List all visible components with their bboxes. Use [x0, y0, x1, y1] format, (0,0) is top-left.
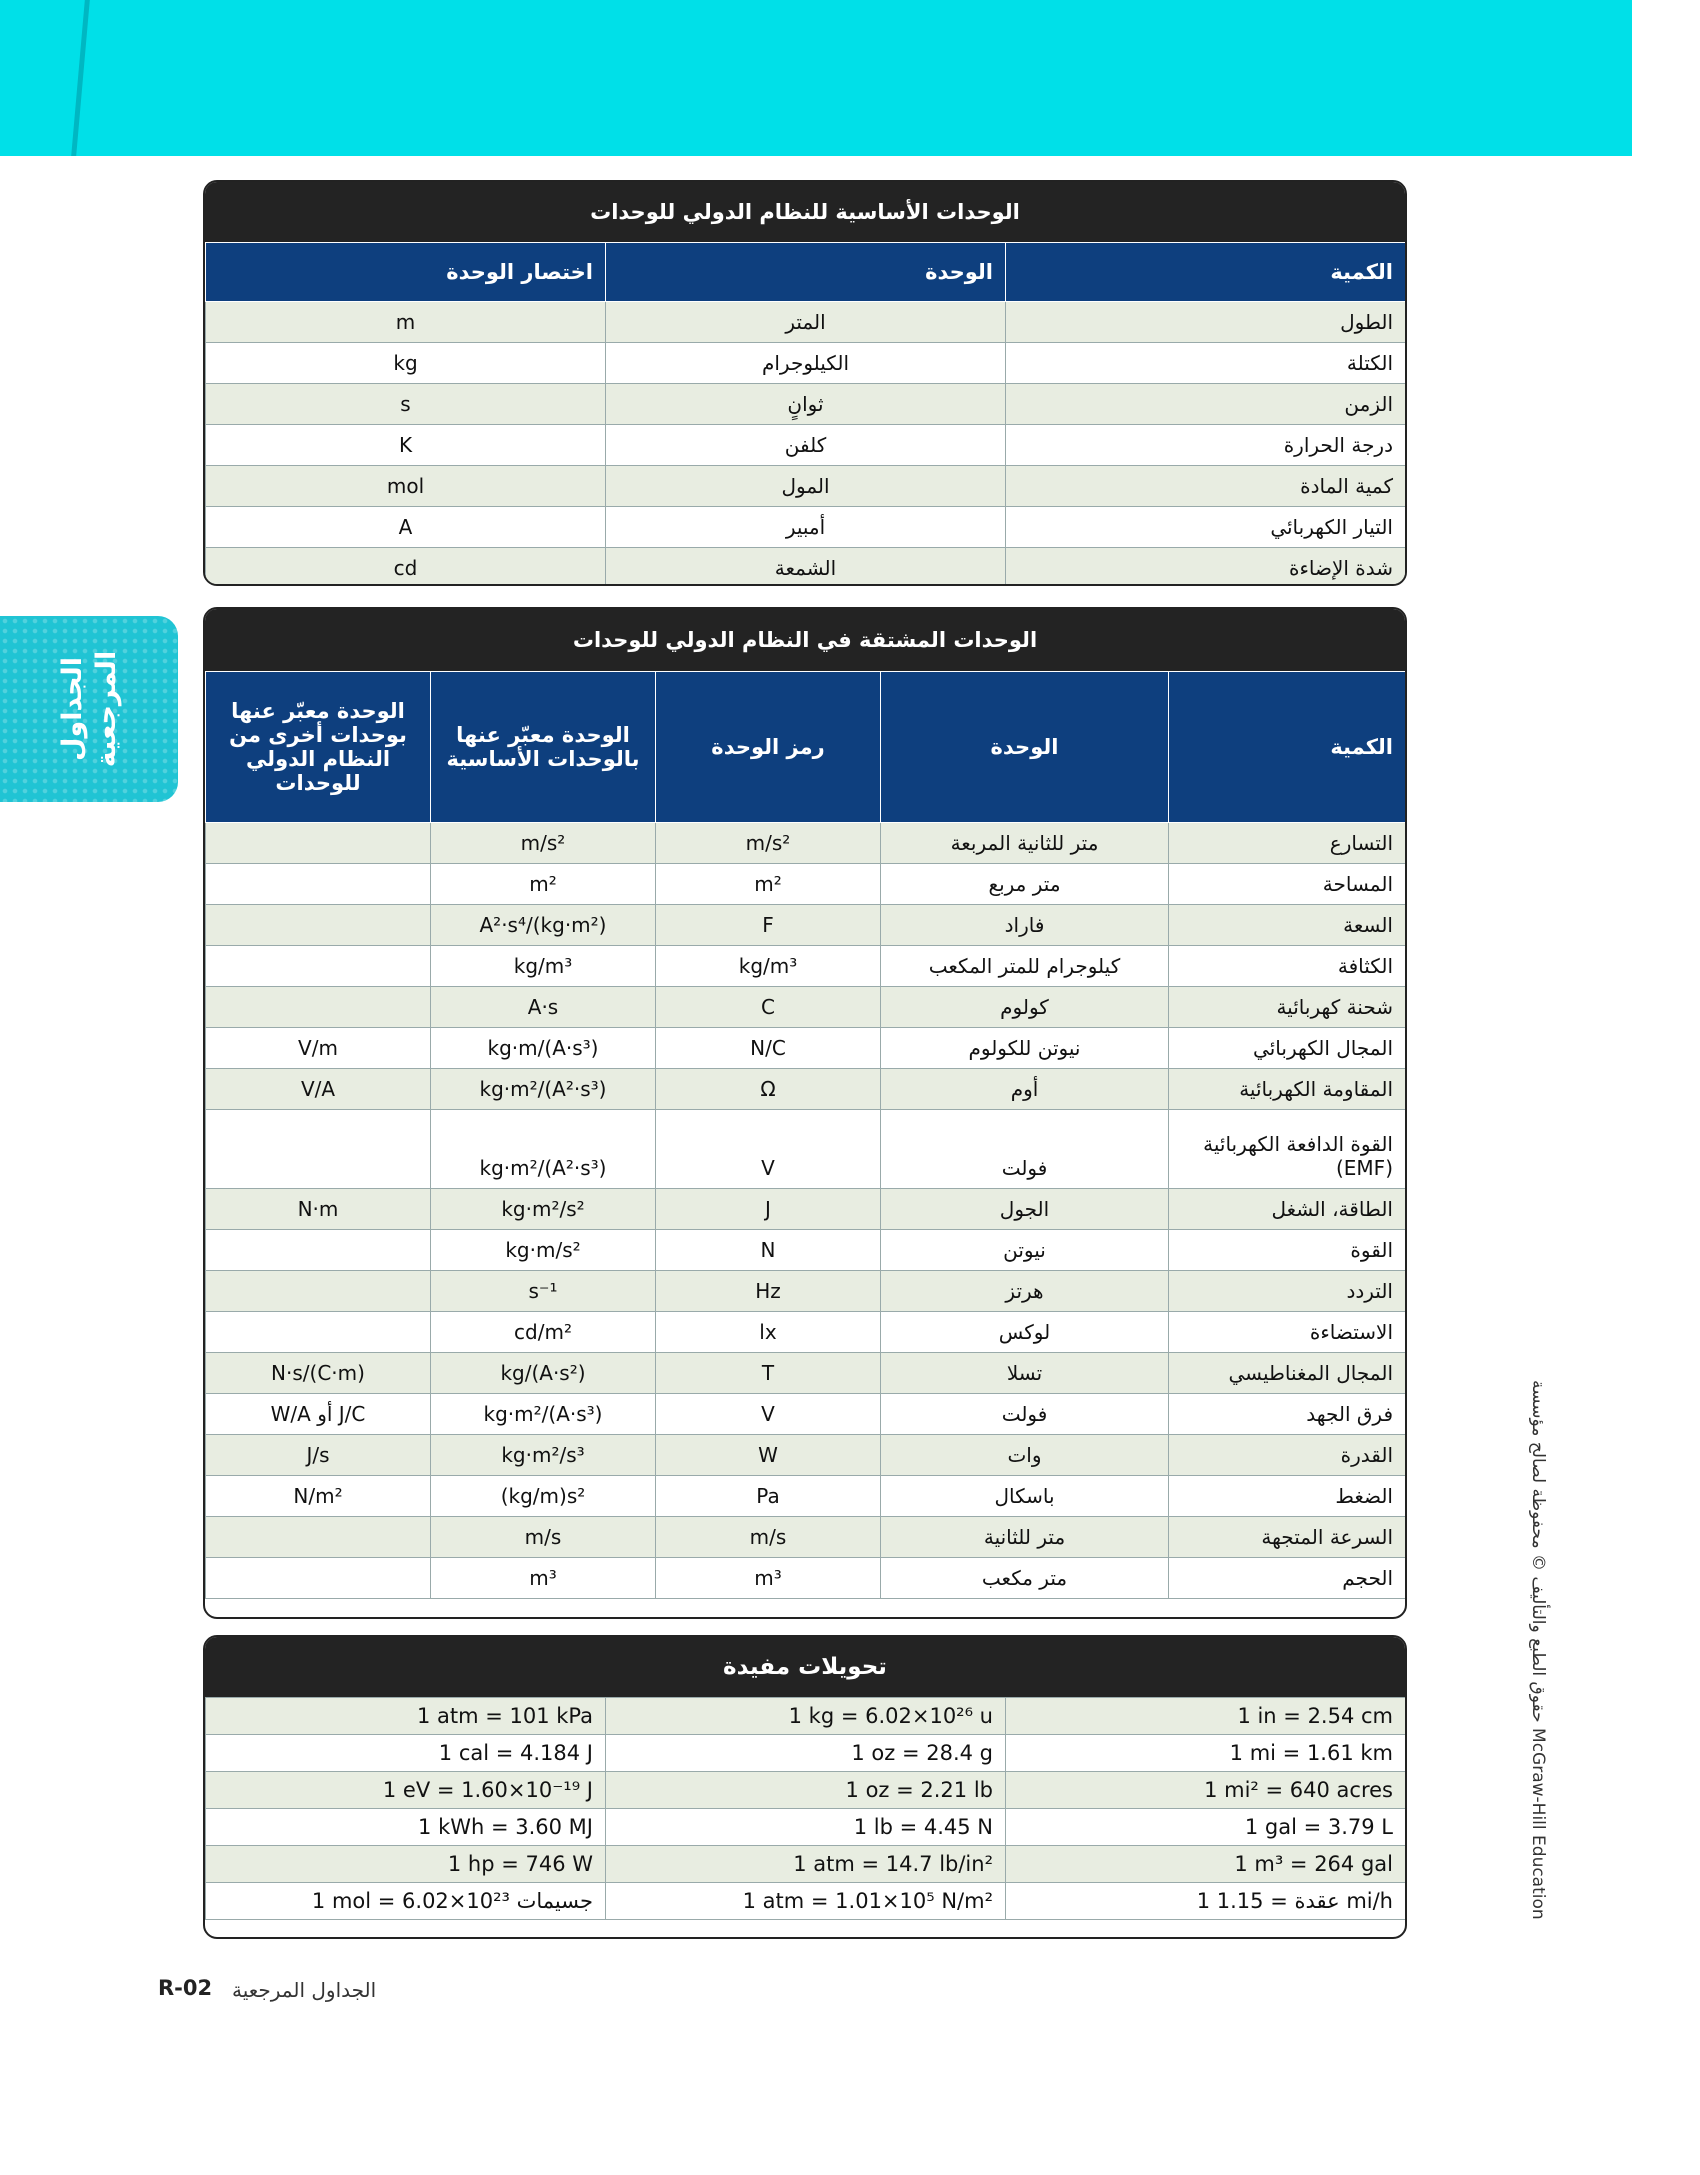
unit-cell: باسكال	[881, 1476, 1169, 1517]
quantity-cell: المقاومة الكهربائية	[1169, 1069, 1406, 1110]
header-unit: الوحدة	[606, 243, 1006, 302]
other-expr-cell	[206, 946, 431, 987]
header-other-expr: الوحدة معبّر عنها بوحدات أخرى من النظام الدولي للوحدات	[206, 672, 431, 823]
conversion-left-cell: 1 atm = 101 kPa	[206, 1698, 606, 1735]
unit-cell: فاراد	[881, 905, 1169, 946]
quantity-cell: الكثافة	[1169, 946, 1406, 987]
table-row	[206, 1271, 1406, 1312]
conversion-right-cell: 1 gal = 3.79 L	[1006, 1809, 1406, 1846]
abbreviation-cell: cd	[206, 548, 606, 587]
other-expr-cell	[206, 1517, 431, 1558]
conversion-right-cell: 1 عقدة = 1.15 mi/h	[1006, 1883, 1406, 1920]
unit-cell: الشمعة	[606, 548, 1006, 587]
quantity-cell: السعة	[1169, 905, 1406, 946]
base-expr-cell: (kg/m)s²	[431, 1476, 656, 1517]
header-quantity: الكمية	[1169, 672, 1406, 823]
other-expr-cell	[206, 864, 431, 905]
symbol-cell: V	[656, 1110, 881, 1189]
other-expr-cell	[206, 1558, 431, 1599]
unit-cell: متر مكعب	[881, 1558, 1169, 1599]
base-expr-cell: A·s	[431, 987, 656, 1028]
symbol-cell: Pa	[656, 1476, 881, 1517]
derived-units-body	[206, 823, 1406, 1599]
header-symbol: رمز الوحدة	[656, 672, 881, 823]
base-expr-cell: A²·s⁴/(kg·m²)	[431, 905, 656, 946]
symbol-cell: J	[656, 1189, 881, 1230]
table-row	[206, 823, 1406, 864]
conversion-middle-cell: 1 atm = 14.7 lb/in²	[606, 1846, 1006, 1883]
base-expr-cell: kg/m³	[431, 946, 656, 987]
table-row	[206, 1230, 1406, 1271]
base-expr-cell: kg·m/s²	[431, 1230, 656, 1271]
conversions-title: تحويلات مفيدة	[205, 1637, 1405, 1697]
unit-cell: كولوم	[881, 987, 1169, 1028]
unit-cell: كلفن	[606, 425, 1006, 466]
conversion-middle-cell: 1 lb = 4.45 N	[606, 1809, 1006, 1846]
base-units-table	[205, 242, 1406, 586]
unit-cell: المتر	[606, 302, 1006, 343]
table-row	[206, 1883, 1406, 1920]
table-row	[206, 1698, 1406, 1735]
symbol-cell: m³	[656, 1558, 881, 1599]
table-row	[206, 1028, 1406, 1069]
base-expr-cell: s⁻¹	[431, 1271, 656, 1312]
table-row	[206, 1069, 1406, 1110]
abbreviation-cell: kg	[206, 343, 606, 384]
base-expr-cell: m/s	[431, 1517, 656, 1558]
unit-cell: وات	[881, 1435, 1169, 1476]
header-base-expr: الوحدة معبّر عنها بالوحدات الأساسية	[431, 672, 656, 823]
other-expr-cell: W/A أو J/C	[206, 1394, 431, 1435]
base-units-panel	[203, 180, 1407, 586]
quantity-cell: الزمن	[1006, 384, 1406, 425]
conversions-panel	[203, 1635, 1407, 1939]
other-expr-cell	[206, 1110, 431, 1189]
quantity-cell: درجة الحرارة	[1006, 425, 1406, 466]
quantity-cell: شدة الإضاءة	[1006, 548, 1406, 587]
footer-label: الجداول المرجعية	[232, 1978, 377, 2002]
table-row	[206, 466, 1406, 507]
unit-cell: نيوتن للكولوم	[881, 1028, 1169, 1069]
other-expr-cell: V/m	[206, 1028, 431, 1069]
other-expr-cell: V/A	[206, 1069, 431, 1110]
quantity-cell: الطول	[1006, 302, 1406, 343]
table-row	[206, 1110, 1406, 1189]
other-expr-cell: N·s/(C·m)	[206, 1353, 431, 1394]
symbol-cell: Ω	[656, 1069, 881, 1110]
conversion-middle-cell: 1 atm = 1.01×10⁵ N/m²	[606, 1883, 1006, 1920]
quantity-cell: التسارع	[1169, 823, 1406, 864]
base-units-body	[206, 302, 1406, 587]
symbol-cell: m/s	[656, 1517, 881, 1558]
conversion-middle-cell: 1 oz = 2.21 lb	[606, 1772, 1006, 1809]
unit-cell: أمبير	[606, 507, 1006, 548]
base-expr-cell: cd/m²	[431, 1312, 656, 1353]
unit-cell: الكيلوجرام	[606, 343, 1006, 384]
abbreviation-cell: m	[206, 302, 606, 343]
conversions-body	[206, 1698, 1406, 1920]
conversion-left-cell: 1 cal = 4.184 J	[206, 1735, 606, 1772]
quantity-cell: الحجم	[1169, 1558, 1406, 1599]
header-unit: الوحدة	[881, 672, 1169, 823]
top-banner	[0, 0, 1632, 156]
symbol-cell: F	[656, 905, 881, 946]
derived-units-title: الوحدات المشتقة في النظام الدولي للوحدات	[205, 609, 1405, 671]
unit-cell: متر للثانية	[881, 1517, 1169, 1558]
unit-cell: متر للثانية المربعة	[881, 823, 1169, 864]
symbol-cell: Hz	[656, 1271, 881, 1312]
conversion-right-cell: 1 in = 2.54 cm	[1006, 1698, 1406, 1735]
other-expr-cell	[206, 1312, 431, 1353]
quantity-cell: فرق الجهد	[1169, 1394, 1406, 1435]
quantity-cell: الاستضاءة	[1169, 1312, 1406, 1353]
unit-cell: هرتز	[881, 1271, 1169, 1312]
unit-cell: أوم	[881, 1069, 1169, 1110]
table-row	[206, 1517, 1406, 1558]
table-row	[206, 946, 1406, 987]
symbol-cell: N/C	[656, 1028, 881, 1069]
quantity-cell: التيار الكهربائي	[1006, 507, 1406, 548]
base-expr-cell: kg·m²/s²	[431, 1189, 656, 1230]
unit-cell: لوكس	[881, 1312, 1169, 1353]
base-expr-cell: kg·m²/(A·s³)	[431, 1394, 656, 1435]
base-expr-cell: m³	[431, 1558, 656, 1599]
quantity-cell: المجال الكهربائي	[1169, 1028, 1406, 1069]
table-row	[206, 1476, 1406, 1517]
table-row	[206, 384, 1406, 425]
table-row	[206, 343, 1406, 384]
symbol-cell: C	[656, 987, 881, 1028]
base-expr-cell: kg·m²/s³	[431, 1435, 656, 1476]
base-expr-cell: kg·m²/(A²·s³)	[431, 1069, 656, 1110]
base-expr-cell: kg·m/(A·s³)	[431, 1028, 656, 1069]
conversion-middle-cell: 1 kg = 6.02×10²⁶ u	[606, 1698, 1006, 1735]
unit-cell: الجول	[881, 1189, 1169, 1230]
abbreviation-cell: A	[206, 507, 606, 548]
abbreviation-cell: mol	[206, 466, 606, 507]
side-tab-label: الجداول المرجعية	[57, 650, 122, 768]
table-row	[206, 864, 1406, 905]
other-expr-cell	[206, 987, 431, 1028]
unit-cell: كيلوجرام للمتر المكعب	[881, 946, 1169, 987]
unit-cell: ثوانٍ	[606, 384, 1006, 425]
symbol-cell: m/s²	[656, 823, 881, 864]
symbol-cell: N	[656, 1230, 881, 1271]
base-expr-cell: m²	[431, 864, 656, 905]
conversion-left-cell: 1 mol = 6.02×10²³ جسيمات	[206, 1883, 606, 1920]
abbreviation-cell: K	[206, 425, 606, 466]
table-row	[206, 1312, 1406, 1353]
conversion-right-cell: 1 mi = 1.61 km	[1006, 1735, 1406, 1772]
other-expr-cell	[206, 1230, 431, 1271]
other-expr-cell	[206, 1271, 431, 1312]
symbol-cell: V	[656, 1394, 881, 1435]
table-row	[206, 1435, 1406, 1476]
base-expr-cell: kg/(A·s²)	[431, 1353, 656, 1394]
table-row	[206, 1846, 1406, 1883]
table-row	[206, 1353, 1406, 1394]
symbol-cell: lx	[656, 1312, 881, 1353]
conversions-table	[205, 1697, 1406, 1920]
table-row	[206, 425, 1406, 466]
other-expr-cell: N/m²	[206, 1476, 431, 1517]
quantity-cell: القدرة	[1169, 1435, 1406, 1476]
unit-cell: نيوتن	[881, 1230, 1169, 1271]
unit-cell: تسلا	[881, 1353, 1169, 1394]
quantity-cell: شحنة كهربائية	[1169, 987, 1406, 1028]
quantity-cell: المجال المغناطيسي	[1169, 1353, 1406, 1394]
table-row	[206, 1394, 1406, 1435]
other-expr-cell	[206, 823, 431, 864]
base-units-title: الوحدات الأساسية للنظام الدولي للوحدات	[205, 182, 1405, 242]
table-row	[206, 987, 1406, 1028]
unit-cell: فولت	[881, 1110, 1169, 1189]
unit-cell: فولت	[881, 1394, 1169, 1435]
conversion-left-cell: 1 kWh = 3.60 MJ	[206, 1809, 606, 1846]
other-expr-cell	[206, 905, 431, 946]
quantity-cell: القوة الدافعة الكهربائية (EMF)	[1169, 1110, 1406, 1189]
table-row	[206, 1189, 1406, 1230]
quantity-cell: الضغط	[1169, 1476, 1406, 1517]
symbol-cell: kg/m³	[656, 946, 881, 987]
other-expr-cell: N·m	[206, 1189, 431, 1230]
table-row	[206, 302, 1406, 343]
symbol-cell: T	[656, 1353, 881, 1394]
table-row	[206, 548, 1406, 587]
page-number: R-02	[158, 1976, 213, 2000]
table-row	[206, 1558, 1406, 1599]
header-quantity: الكمية	[1006, 243, 1406, 302]
table-row	[206, 1735, 1406, 1772]
credit-text: حقوق الطبع والتأليف © محفوظة لصالح مؤسسة McGraw-Hill Education	[1528, 1380, 1548, 1920]
unit-cell: المول	[606, 466, 1006, 507]
credit-wrap	[1514, 1380, 1554, 1940]
quantity-cell: كمية المادة	[1006, 466, 1406, 507]
conversion-right-cell: 1 mi² = 640 acres	[1006, 1772, 1406, 1809]
conversion-left-cell: 1 eV = 1.60×10⁻¹⁹ J	[206, 1772, 606, 1809]
base-expr-cell: kg·m²/(A²·s³)	[431, 1110, 656, 1189]
conversion-left-cell: 1 hp = 746 W	[206, 1846, 606, 1883]
table-row	[206, 905, 1406, 946]
quantity-cell: السرعة المتجهة	[1169, 1517, 1406, 1558]
derived-units-panel	[203, 607, 1407, 1619]
unit-cell: متر مربع	[881, 864, 1169, 905]
base-expr-cell: m/s²	[431, 823, 656, 864]
table-row	[206, 1772, 1406, 1809]
symbol-cell: W	[656, 1435, 881, 1476]
side-tab[interactable]	[0, 616, 178, 802]
quantity-cell: الطاقة، الشغل	[1169, 1189, 1406, 1230]
quantity-cell: التردد	[1169, 1271, 1406, 1312]
table-row	[206, 507, 1406, 548]
quantity-cell: الكتلة	[1006, 343, 1406, 384]
quantity-cell: القوة	[1169, 1230, 1406, 1271]
abbreviation-cell: s	[206, 384, 606, 425]
symbol-cell: m²	[656, 864, 881, 905]
derived-units-table	[205, 671, 1406, 1599]
table-row	[206, 1809, 1406, 1846]
other-expr-cell: J/s	[206, 1435, 431, 1476]
conversion-middle-cell: 1 oz = 28.4 g	[606, 1735, 1006, 1772]
quantity-cell: المساحة	[1169, 864, 1406, 905]
header-abbreviation: اختصار الوحدة	[206, 243, 606, 302]
conversion-right-cell: 1 m³ = 264 gal	[1006, 1846, 1406, 1883]
